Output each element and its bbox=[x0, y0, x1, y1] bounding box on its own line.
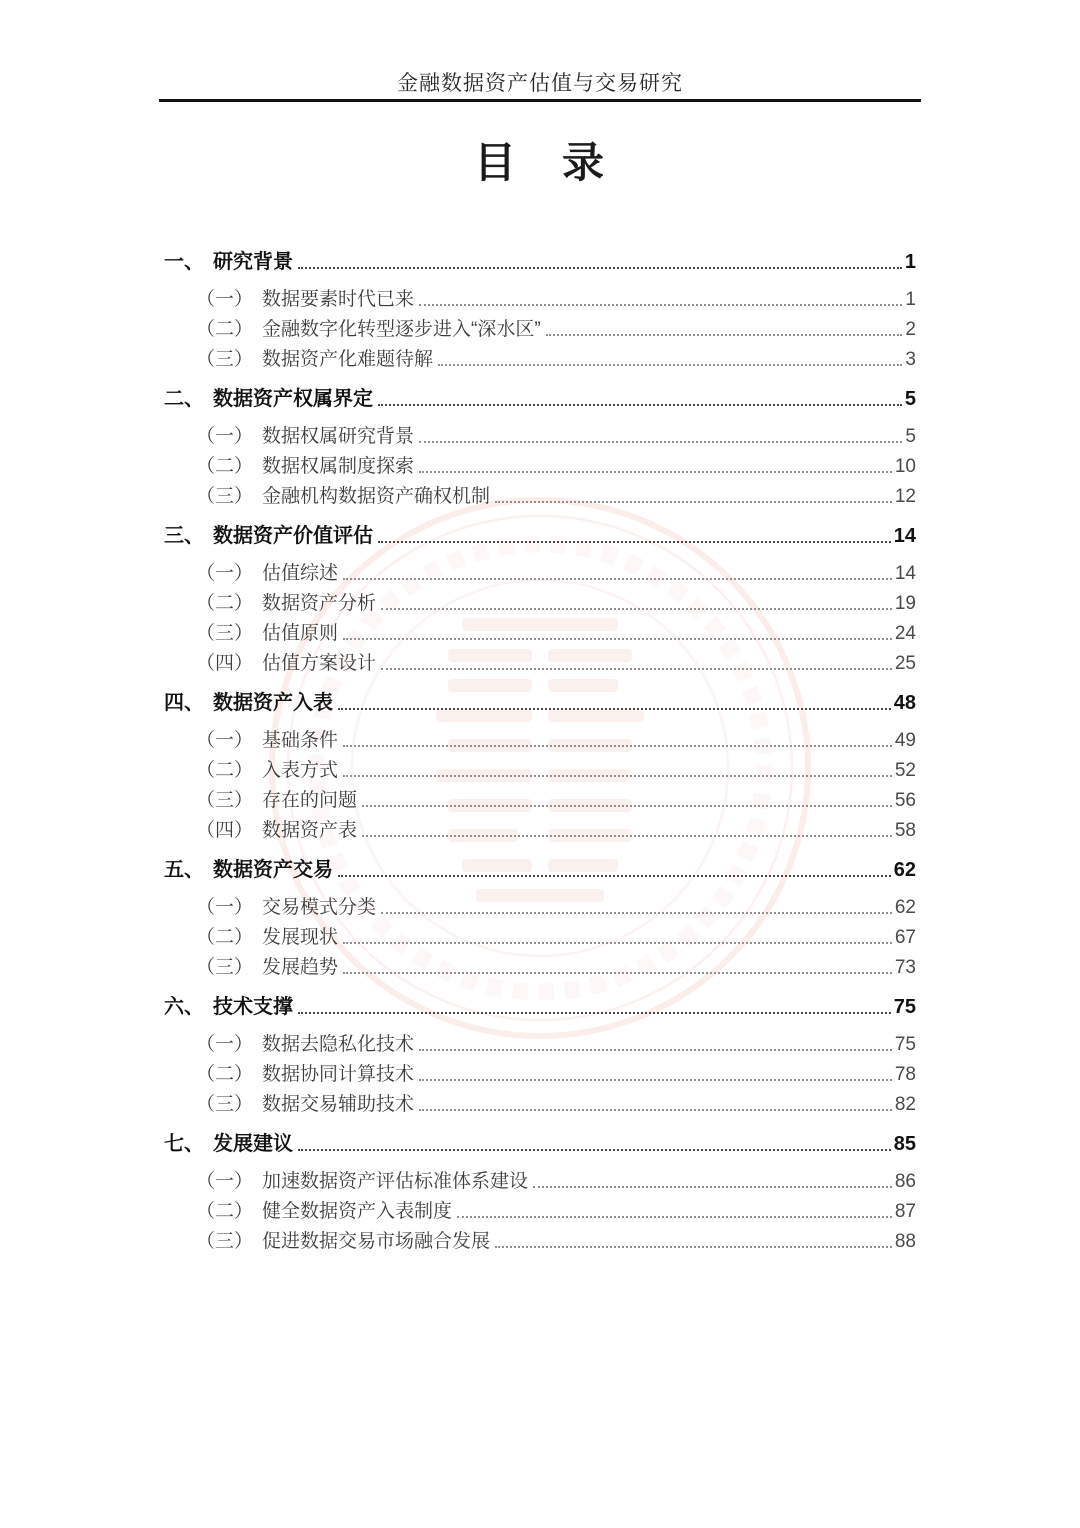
toc-chapter-items bbox=[164, 1163, 916, 1253]
toc-item-page: 62 bbox=[894, 897, 916, 918]
toc-item-page: 19 bbox=[894, 593, 916, 614]
toc-chapter-row bbox=[164, 685, 916, 715]
toc-item-number: （三） bbox=[196, 790, 254, 811]
toc-item-page: 87 bbox=[894, 1201, 916, 1222]
toc-item-page: 58 bbox=[894, 820, 916, 841]
toc-item-number: （二） bbox=[196, 456, 254, 477]
toc-item-row bbox=[164, 448, 916, 478]
toc-item-row bbox=[164, 752, 916, 782]
toc-item-row bbox=[164, 311, 916, 341]
toc-item-title: 健全数据资产入表制度 bbox=[262, 1201, 453, 1222]
toc-chapter-title: 数据资产入表 bbox=[213, 692, 333, 714]
toc-chapter-page: 1 bbox=[904, 251, 916, 273]
toc-item-number: （三） bbox=[196, 486, 254, 507]
toc-item-title: 数据协同计算技术 bbox=[262, 1064, 415, 1085]
toc-chapter-items bbox=[164, 722, 916, 842]
dot-leader bbox=[343, 942, 892, 944]
toc-item-row bbox=[164, 1193, 916, 1223]
toc-item-row bbox=[164, 585, 916, 615]
toc-chapter-row bbox=[164, 381, 916, 411]
toc-chapter-page: 14 bbox=[893, 525, 916, 547]
dot-leader bbox=[419, 1049, 892, 1051]
toc-item-number: （三） bbox=[196, 1094, 254, 1115]
toc-item-page: 1 bbox=[905, 289, 916, 310]
toc-item-number: （三） bbox=[196, 349, 254, 370]
header-rule bbox=[159, 99, 921, 102]
dot-leader bbox=[495, 1246, 892, 1248]
toc-item-title: 金融机构数据资产确权机制 bbox=[262, 486, 491, 507]
toc-item-row bbox=[164, 722, 916, 752]
dot-leader bbox=[438, 364, 902, 366]
toc-chapter-row bbox=[164, 518, 916, 548]
toc-item-page: 67 bbox=[894, 927, 916, 948]
toc-chapter-row bbox=[164, 1126, 916, 1156]
toc-item-title: 发展趋势 bbox=[262, 957, 339, 978]
toc-section bbox=[164, 685, 916, 842]
toc-chapter-number: 六、 bbox=[164, 996, 204, 1018]
toc-item-row bbox=[164, 341, 916, 371]
toc-item-title: 估值方案设计 bbox=[262, 653, 377, 674]
toc-item-row bbox=[164, 615, 916, 645]
toc-item-number: （二） bbox=[196, 927, 254, 948]
toc-item-number: （四） bbox=[196, 653, 254, 674]
toc-item-title: 数据权属研究背景 bbox=[262, 426, 415, 447]
toc-item-title: 加速数据资产评估标准体系建设 bbox=[262, 1171, 529, 1192]
toc-item-row bbox=[164, 919, 916, 949]
toc-chapter-title: 研究背景 bbox=[213, 251, 293, 273]
toc-item-title: 估值原则 bbox=[262, 623, 339, 644]
toc-chapter-title: 技术支撑 bbox=[213, 996, 293, 1018]
toc-chapter-items bbox=[164, 555, 916, 675]
toc-item-number: （一） bbox=[196, 897, 254, 918]
toc-item-number: （三） bbox=[196, 623, 254, 644]
toc-chapter-title: 数据资产交易 bbox=[213, 859, 333, 881]
toc-item-page: 25 bbox=[894, 653, 916, 674]
toc-item-row bbox=[164, 889, 916, 919]
toc-item-title: 入表方式 bbox=[262, 760, 339, 781]
dot-leader bbox=[419, 1109, 892, 1111]
toc-item-page: 5 bbox=[905, 426, 916, 447]
toc-item-page: 86 bbox=[894, 1171, 916, 1192]
dot-leader bbox=[381, 668, 892, 670]
toc-section bbox=[164, 518, 916, 675]
toc-chapter-number: 三、 bbox=[164, 525, 204, 547]
toc-chapter-title: 发展建议 bbox=[213, 1133, 293, 1155]
toc-chapter-page: 85 bbox=[893, 1133, 916, 1155]
toc-item-page: 24 bbox=[894, 623, 916, 644]
toc-item-number: （三） bbox=[196, 957, 254, 978]
toc-item-row bbox=[164, 418, 916, 448]
dot-leader bbox=[546, 334, 903, 336]
toc-item-number: （一） bbox=[196, 289, 254, 310]
dot-leader bbox=[533, 1186, 892, 1188]
dot-leader bbox=[419, 304, 902, 306]
toc-item-row bbox=[164, 812, 916, 842]
toc-item-number: （三） bbox=[196, 1231, 254, 1252]
toc-item-page: 52 bbox=[894, 760, 916, 781]
toc-chapter-number: 一、 bbox=[164, 251, 204, 273]
toc-chapter-number: 二、 bbox=[164, 388, 204, 410]
toc-item-title: 数据资产化难题待解 bbox=[262, 349, 434, 370]
toc-item-row bbox=[164, 555, 916, 585]
toc-chapter-row bbox=[164, 852, 916, 882]
toc-chapter-page: 48 bbox=[893, 692, 916, 714]
dot-leader bbox=[343, 745, 892, 747]
toc-item-number: （一） bbox=[196, 1171, 254, 1192]
toc-item-title: 数据交易辅助技术 bbox=[262, 1094, 415, 1115]
dot-leader bbox=[362, 835, 892, 837]
toc-item-title: 交易模式分类 bbox=[262, 897, 377, 918]
toc-item-page: 82 bbox=[894, 1094, 916, 1115]
running-head: 金融数据资产估值与交易研究 bbox=[397, 71, 683, 95]
dot-leader bbox=[457, 1216, 892, 1218]
toc-section bbox=[164, 852, 916, 979]
toc-section bbox=[164, 381, 916, 508]
toc-chapter-page: 75 bbox=[893, 996, 916, 1018]
dot-leader bbox=[419, 1079, 892, 1081]
dot-leader bbox=[419, 471, 892, 473]
toc-item-title: 数据资产分析 bbox=[262, 593, 377, 614]
toc-section bbox=[164, 244, 916, 371]
dot-leader bbox=[378, 541, 891, 543]
toc-item-number: （四） bbox=[196, 820, 254, 841]
toc-item-page: 2 bbox=[905, 319, 916, 340]
toc-item-title: 数据资产表 bbox=[262, 820, 358, 841]
toc-item-number: （二） bbox=[196, 1064, 254, 1085]
toc-chapter-number: 四、 bbox=[164, 692, 204, 714]
toc-chapter-page: 62 bbox=[893, 859, 916, 881]
toc-item-row bbox=[164, 478, 916, 508]
toc-item-number: （一） bbox=[196, 730, 254, 751]
dot-leader bbox=[381, 912, 892, 914]
dot-leader bbox=[298, 1149, 891, 1151]
dot-leader bbox=[298, 267, 902, 269]
toc-item-number: （二） bbox=[196, 760, 254, 781]
toc-chapter-row bbox=[164, 244, 916, 274]
toc-item-page: 75 bbox=[894, 1034, 916, 1055]
toc-item-number: （二） bbox=[196, 593, 254, 614]
toc-item-page: 88 bbox=[894, 1231, 916, 1252]
toc-item-number: （一） bbox=[196, 426, 254, 447]
toc-item-row bbox=[164, 1056, 916, 1086]
toc-chapter-number: 七、 bbox=[164, 1133, 204, 1155]
toc-item-page: 3 bbox=[905, 349, 916, 370]
toc-item-page: 49 bbox=[894, 730, 916, 751]
toc-item-row bbox=[164, 281, 916, 311]
toc-item-title: 数据权属制度探索 bbox=[262, 456, 415, 477]
toc-item-number: （二） bbox=[196, 1201, 254, 1222]
toc-item-row bbox=[164, 782, 916, 812]
toc-item-page: 10 bbox=[894, 456, 916, 477]
dot-leader bbox=[381, 608, 892, 610]
toc-item-title: 促进数据交易市场融合发展 bbox=[262, 1231, 491, 1252]
toc-section bbox=[164, 1126, 916, 1253]
toc-item-number: （二） bbox=[196, 319, 254, 340]
toc-chapter-items bbox=[164, 418, 916, 508]
dot-leader bbox=[495, 501, 892, 503]
toc-item-row bbox=[164, 1163, 916, 1193]
toc-item-title: 金融数字化转型逐步进入“深水区” bbox=[262, 319, 541, 340]
dot-leader bbox=[343, 972, 892, 974]
toc-chapter-items bbox=[164, 281, 916, 371]
toc-item-page: 73 bbox=[894, 957, 916, 978]
toc-chapter-row bbox=[164, 989, 916, 1019]
toc-item-page: 78 bbox=[894, 1064, 916, 1085]
toc-chapter-title: 数据资产价值评估 bbox=[213, 525, 373, 547]
toc-item-page: 56 bbox=[894, 790, 916, 811]
toc-item-row bbox=[164, 949, 916, 979]
toc-item-row bbox=[164, 1026, 916, 1056]
toc-item-number: （一） bbox=[196, 563, 254, 584]
toc-chapter-number: 五、 bbox=[164, 859, 204, 881]
toc-item-page: 14 bbox=[894, 563, 916, 584]
toc-item-title: 存在的问题 bbox=[262, 790, 358, 811]
toc-item-number: （一） bbox=[196, 1034, 254, 1055]
toc-chapter-items bbox=[164, 1026, 916, 1116]
table-of-contents bbox=[164, 244, 916, 1253]
toc-section bbox=[164, 989, 916, 1116]
toc-item-title: 数据去隐私化技术 bbox=[262, 1034, 415, 1055]
dot-leader bbox=[298, 1012, 891, 1014]
dot-leader bbox=[338, 875, 891, 877]
toc-item-title: 估值综述 bbox=[262, 563, 339, 584]
dot-leader bbox=[343, 578, 892, 580]
dot-leader bbox=[343, 775, 892, 777]
toc-item-row bbox=[164, 1223, 916, 1253]
dot-leader bbox=[378, 404, 902, 406]
dot-leader bbox=[419, 441, 902, 443]
dot-leader bbox=[343, 638, 892, 640]
toc-item-title: 基础条件 bbox=[262, 730, 339, 751]
toc-item-row bbox=[164, 645, 916, 675]
dot-leader bbox=[362, 805, 892, 807]
toc-chapter-page: 5 bbox=[904, 388, 916, 410]
toc-chapter-items bbox=[164, 889, 916, 979]
toc-item-title: 数据要素时代已来 bbox=[262, 289, 415, 310]
toc-chapter-title: 数据资产权属界定 bbox=[213, 388, 373, 410]
dot-leader bbox=[338, 708, 891, 710]
toc-item-page: 12 bbox=[894, 486, 916, 507]
page-header bbox=[0, 0, 1080, 102]
toc-item-row bbox=[164, 1086, 916, 1116]
toc-item-title: 发展现状 bbox=[262, 927, 339, 948]
toc-title: 目 录 bbox=[473, 139, 606, 186]
